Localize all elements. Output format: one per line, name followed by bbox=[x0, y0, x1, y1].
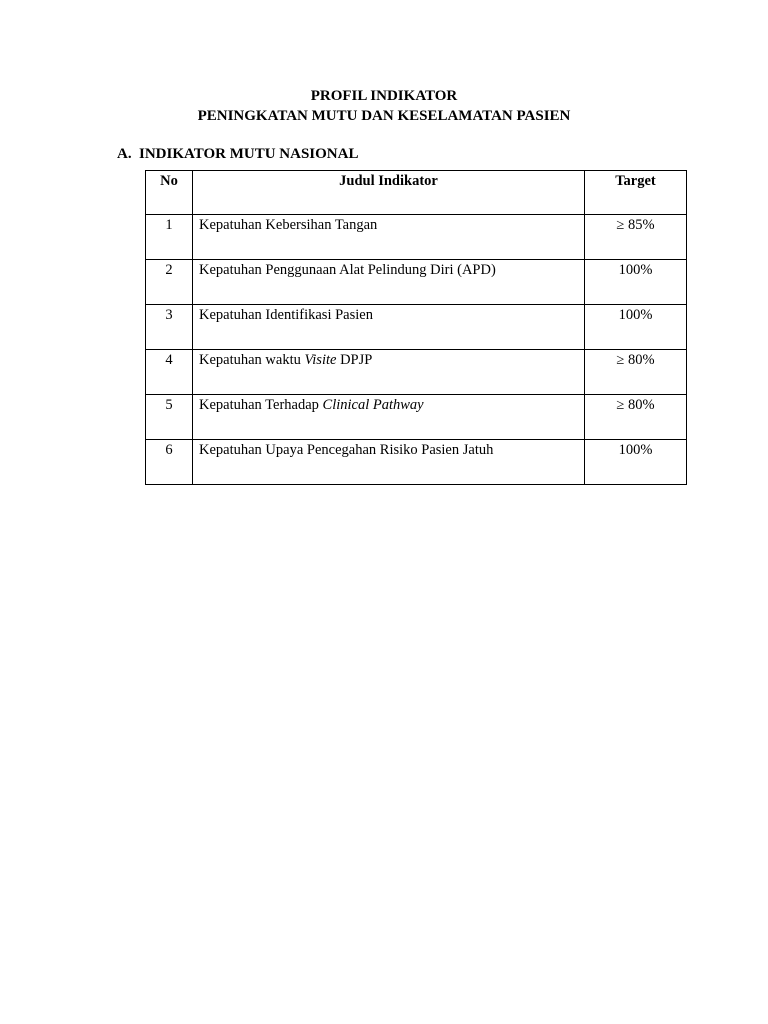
row-judul bbox=[193, 440, 585, 485]
table-header-row bbox=[146, 171, 687, 215]
table-row bbox=[146, 350, 687, 395]
row-judul-italic: Visite bbox=[304, 352, 337, 368]
row-judul-text: Kepatuhan Terhadap bbox=[199, 397, 323, 413]
row-target: 100% bbox=[585, 440, 687, 485]
row-target: 100% bbox=[585, 260, 687, 305]
section-letter: A. bbox=[117, 146, 132, 162]
row-target: ≥ 80% bbox=[585, 350, 687, 395]
table-row bbox=[146, 215, 687, 260]
row-judul-suffix: DPJP bbox=[336, 352, 373, 368]
header-judul: Judul Indikator bbox=[193, 171, 585, 215]
row-judul bbox=[193, 305, 585, 350]
row-no: 1 bbox=[146, 215, 193, 260]
row-no: 4 bbox=[146, 350, 193, 395]
row-judul-italic: Clinical Pathway bbox=[322, 397, 424, 413]
row-judul-text: Kepatuhan Penggunaan Alat Pelindung Diri (APD) bbox=[199, 262, 496, 278]
row-judul bbox=[193, 215, 585, 260]
row-judul bbox=[193, 350, 585, 395]
row-target: ≥ 85% bbox=[585, 215, 687, 260]
row-judul bbox=[193, 260, 585, 305]
document-title: PROFIL INDIKATOR bbox=[310, 88, 458, 104]
document-subtitle: PENINGKATAN MUTU DAN KESELAMATAN PASIEN bbox=[197, 108, 571, 124]
row-judul-text: Kepatuhan Kebersihan Tangan bbox=[199, 217, 378, 233]
section-title: INDIKATOR MUTU NASIONAL bbox=[139, 146, 359, 162]
table-row bbox=[146, 440, 687, 485]
row-judul-text: Kepatuhan Identifikasi Pasien bbox=[199, 307, 373, 323]
table-row bbox=[146, 395, 687, 440]
row-no: 2 bbox=[146, 260, 193, 305]
table-row bbox=[146, 260, 687, 305]
row-target: 100% bbox=[585, 305, 687, 350]
section-heading bbox=[117, 145, 358, 163]
table-row bbox=[146, 305, 687, 350]
header-target: Target bbox=[585, 171, 687, 215]
row-no: 3 bbox=[146, 305, 193, 350]
indicator-table bbox=[145, 170, 687, 485]
row-judul-text: Kepatuhan Upaya Pencegahan Risiko Pasien Jatuh bbox=[199, 442, 494, 458]
row-no: 5 bbox=[146, 395, 193, 440]
row-judul-text: Kepatuhan waktu bbox=[199, 352, 305, 368]
row-target: ≥ 80% bbox=[585, 395, 687, 440]
row-judul bbox=[193, 395, 585, 440]
row-no: 6 bbox=[146, 440, 193, 485]
header-no: No bbox=[146, 171, 193, 215]
